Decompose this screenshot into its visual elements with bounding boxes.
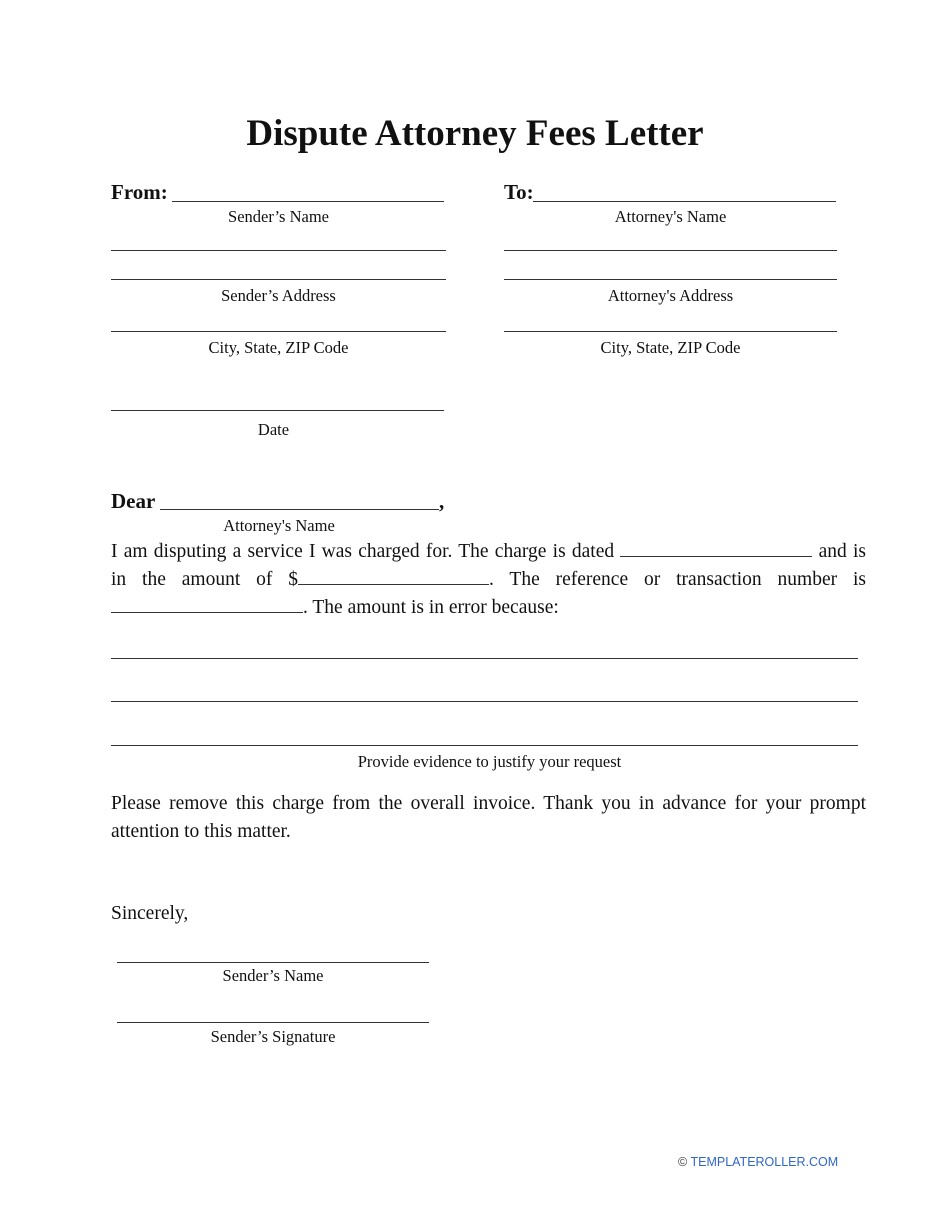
body-line-1 [111, 537, 866, 566]
to-label: To: [504, 180, 534, 204]
signature-caption: Sender’s Signature [210, 1027, 336, 1046]
reason-line-1[interactable] [111, 658, 858, 659]
date-caption: Date [257, 420, 290, 439]
body-line-1-end: and is [818, 541, 867, 562]
closing-paragraph-line-1: Please remove this charge from the overall invoice. Thank you in advance for your prompt [111, 793, 866, 814]
closing-paragraph-line-2: attention to this matter. [111, 821, 291, 842]
body-line-1-text: I am disputing a service I was charged for. The charge is dated [111, 541, 615, 562]
body-line-3-text: . The amount is in error because: [303, 597, 559, 618]
sender-address-line-1[interactable] [111, 250, 446, 251]
sender-address-line-2[interactable] [111, 279, 446, 280]
attorney-address-line-2[interactable] [504, 279, 837, 280]
charge-date-field[interactable] [620, 537, 812, 557]
attorney-city-field[interactable] [504, 331, 837, 332]
salutation-caption: Attorney's Name [223, 516, 335, 535]
sender-name-field[interactable] [172, 201, 444, 202]
footer-brand-link[interactable]: TEMPLATEROLLER.COM [690, 1155, 839, 1169]
attorney-address-caption: Attorney's Address [607, 286, 734, 305]
attorney-name-field[interactable] [533, 201, 836, 202]
sender-name-caption: Sender’s Name [228, 207, 329, 226]
amount-field[interactable] [298, 565, 489, 585]
copyright-symbol: © [678, 1155, 688, 1169]
footer-brand[interactable] [678, 1155, 838, 1169]
body-line-2 [111, 565, 866, 594]
evidence-caption: Provide evidence to justify your request [357, 752, 622, 771]
body-line-3 [111, 593, 866, 622]
attorney-address-line-1[interactable] [504, 250, 837, 251]
date-field[interactable] [111, 410, 444, 411]
attorney-city-caption: City, State, ZIP Code [600, 338, 741, 357]
salutation-name-field[interactable] [160, 509, 439, 510]
salutation-comma: , [439, 489, 445, 513]
reason-line-2[interactable] [111, 701, 858, 702]
reference-number-field[interactable] [111, 593, 303, 613]
body-line-2-text: in the amount of $ [111, 569, 298, 590]
sincerely-text: Sincerely, [111, 903, 189, 924]
signoff-name-caption: Sender’s Name [222, 966, 324, 985]
sender-city-field[interactable] [111, 331, 446, 332]
sender-city-caption: City, State, ZIP Code [208, 338, 349, 357]
sender-address-caption: Sender’s Address [221, 286, 336, 305]
from-label: From: [111, 180, 168, 204]
signoff-name-field[interactable] [117, 962, 429, 963]
attorney-name-caption: Attorney's Name [614, 207, 727, 226]
signature-field[interactable] [117, 1022, 429, 1023]
reason-line-3[interactable] [111, 745, 858, 746]
page-title: Dispute Attorney Fees Letter [246, 113, 704, 154]
dear-label: Dear [111, 489, 156, 513]
body-line-2-end: . The reference or transaction number is [489, 569, 866, 590]
